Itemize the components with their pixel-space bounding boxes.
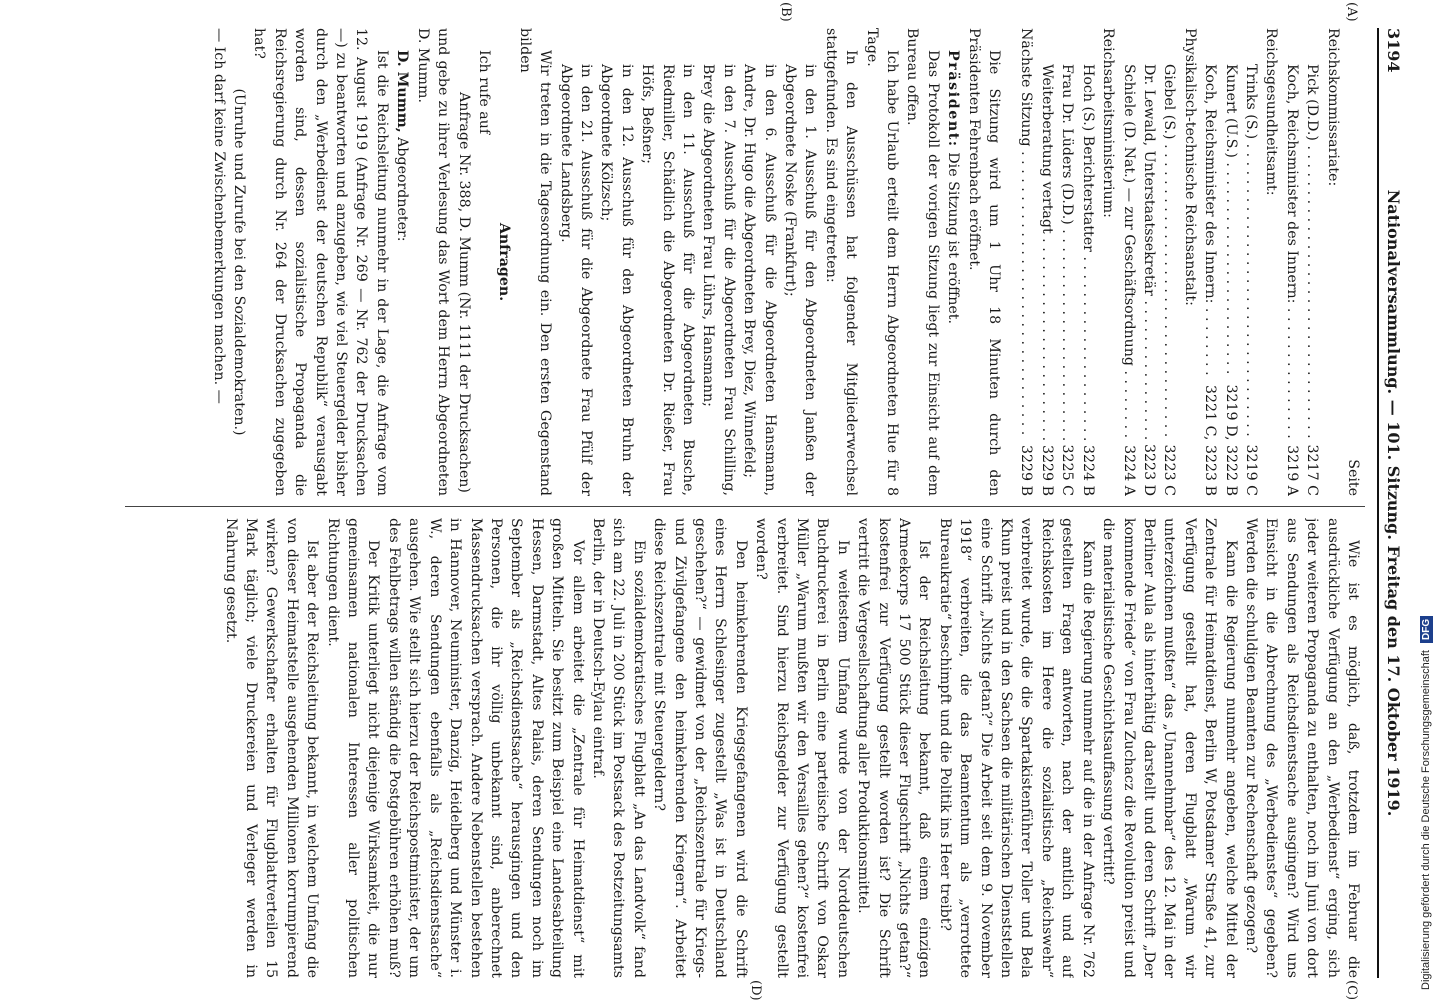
paragraph: Die Sitzung wird um 1 Uhr 18 Minuten durch den Präsidenten Fehrenbach eröffnet. [965, 28, 1003, 496]
toc-entry: Kunert (U.S.) . . . 3219 D, 3222 B [1220, 28, 1240, 496]
paragraph: Ein sozialdemokratisches Flugblatt „An das Landvolk“ fand sich am 22. Juli in 200 Stück im Postsack des Postzeitungsamts Berlin, der in Deutsch-Eylau eintraf. [589, 518, 647, 978]
digitization-note: Digitalisierung gefördert durch die Deutsche Forschungsgemeinschaft [1420, 650, 1432, 990]
speaker-line: D. Mumm, Abgeordneter: [394, 50, 411, 242]
paragraph: In den Ausschüssen hat folgender Mitgliederwechsel stattgefunden. Es sind eingetreten: [822, 28, 860, 496]
paragraph: und gebe zu ihrer Verlesung das Wort dem Herrn Abgeordneten D. Mumm. [414, 28, 452, 496]
page-title: Nationalversammlung. — 101. Sitzung. Freitag den 17. Oktober 1919. [1384, 189, 1403, 817]
paragraph: In weitestem Umfang wurde von der Norddeutschen Buchdruckerei in Berlin eine parteiische Schrift von Oskar Müller „Warum mußten wir den Versailles gehen?“ kostenfrei verbreitet. Sind hierzu Reichsgelder zur Verfügung gestellt worden? [753, 518, 851, 978]
paragraph: Ich habe Urlaub erteilt dem Herrn Abgeordneten Hue für 8 Tage. [863, 28, 901, 496]
margin-mark-d: (D) [748, 980, 763, 1001]
committee-change: in den 21. Ausschuß für die Abgeordnete Frau Pfülf der Abgeordnete Landsberg. [557, 64, 594, 496]
toc-entry: Koch, Reichsminister des Innern: . . . 3219 A [1281, 28, 1301, 496]
toc-entry: Koch, Reichsminister des Innern: . . . 3221 C, 3223 B [1200, 28, 1220, 496]
document-page [95, 2, 1405, 1001]
paragraph: Kann die Regierung nunmehr auf die in der Anfrage Nr. 762 gestellten Fragen antworten, nach der amtlich und auf Reichskosten im Heere die sozialistische „Reichswehr“ verbreitet wurde, die die Spartakistenführer Toller und Bela Khun preist und in den Sachsen die militärischen Dienststellen eine Schrift „Nichts getan?“ Die Arbeit seit dem 9. November 1918“ verbreiten, die das Beamtentum als „verrottete Bureaukratie“ beschimpft und die Politik ins Heer treibt? [936, 518, 1096, 978]
toc-entry: Giebel (S.) . . . 3223 C [1159, 28, 1179, 496]
toc-section-reichsarbeitsministerium: Reichsarbeitsministerium: [1100, 28, 1117, 218]
paragraph: Ist der Reichsleitung bekannt, daß einem einzigen Armeekorps 17 500 Stück dieser Flugschrift „Nichts getan?“ kostenfrei zur Verfügung gestellt worden ist? Die Schrift vertritt die Vergesellschaftung aller Produktionsmittel. [855, 518, 933, 978]
toc-seite-label: Seite [1345, 459, 1361, 496]
paragraph: Vor allem arbeitet die „Zentrale für Heimatdienst“ mit großen Mitteln. Sie besitzt zum Beispiel eine Landesabteilung Hessen, Darmstadt, Altes Palais, deren Sendungen noch im September als „Reichsdienstsache“ herausgingen und den Personen, die ihr völlig unbekannt sind, anberechnet Massendrucksachen versprach. Andere Nebenstellen bestehen in Hannover, Neuminister, Danzig, Heidelberg und Münster i. W., deren Sendungen ebenfalls als „Reichsdienstsache“ ausgehen. Wie stellt sich hierzu der Reichspostminister, der um des Fehlbetrags willen ständig die Postgebühren erhöhen muß? [385, 518, 586, 978]
paragraph: Wie ist es möglich, daß, trotzdem im Februar die ausdrückliche Verfügung an den „Werbedienst“ erging, sich jeder weiteren Propaganda zu enthalten, noch im Juni von dort aus Sendungen als Reichsdienstsache ausgingen? Wird uns Einsicht in die Abrechnung des „Werbedienstes“ gegeben? Werden die schuldigen Beamten zur Rechenschaft gezogen? [1242, 518, 1361, 978]
margin-mark-b: (B) [778, 2, 793, 22]
paragraph: Anfrage Nr. 388, D. Mumm (Nr. 1111 der Drucksachen) [455, 92, 472, 493]
paragraph: Ist die Reichsleitung nunmehr in der Lage, die Anfrage vom 12. August 1919 (Anfrage Nr. 269 — Nr. 762 der Drucksachen —) zu beantworten und anzugeben, wie viel Steuergelder bisher durch den „Werbedienst der deutschen Republik“ verausgabt worden sind, dessen sozialistische Propaganda die Reichsregierung durch Nr. 264 der Drucksachen zugegeben hat? [251, 28, 390, 496]
right-column [103, 518, 1363, 978]
paragraph: Das Protokoll der vorigen Sitzung liegt zur Einsicht auf dem Bureau offen. [904, 28, 941, 496]
toc-entry: Dr. Lewald, Unterstaatssekretär . . . 3223 D [1139, 28, 1159, 496]
committee-change: in den 1. Ausschuß für den Abgeordneten Janßen der Abgeordnete Noske (Frankfurt); [782, 64, 819, 496]
committee-change: in den 12. Ausschuß für den Abgeordneten Bruhn der Abgeordnete Kölzsch; [598, 64, 635, 496]
toc-entry: Nächste Sitzung . . . 3229 B [1016, 28, 1036, 496]
paragraph: Präsident: Die Sitzung ist eröffnet. [945, 50, 962, 324]
committee-change: in den 11. Ausschuß für die Abgeordneten Busche, Riedmiller, Schädlich die Abgeordneten Dr. Rießer, Frau Höfs, Beßner; [639, 64, 696, 496]
toc-section-reichskommissariate: Reichskommissariate: [1324, 28, 1341, 187]
toc-entry: Frau Dr. Lüders (D.D.) . . . 3225 C [1057, 28, 1077, 496]
toc-section-physikalisch: Physikalisch-technische Reichsanstalt: [1181, 28, 1198, 306]
column-rule [125, 506, 1365, 507]
toc-section-reichsgesundheitsamt: Reichsgesundheitsamt: [1263, 28, 1280, 196]
committee-change: in den 7. Ausschuß für die Abgeordneten Frau Schilling, Brey die Abgeordneten Frau Lührs, Hansmann; [700, 64, 737, 496]
dfg-logo: DFG [1420, 616, 1433, 643]
digitization-strip [1418, 10, 1434, 990]
toc-entry: Trinks (S.) . . . 3219 C [1241, 28, 1261, 496]
margin-mark-a: (A) [1344, 2, 1359, 22]
paragraph: Der Kritik unterliegt nicht diejenige Wirksamkeit, die nur gemeinsamen nationalen Interessen aller politischen Richtungen dient. [324, 518, 382, 978]
left-column [103, 28, 1363, 496]
section-heading-anfragen: Anfragen. [496, 222, 513, 302]
toc-entry: Pick (D.D.) . . . 3217 C [1302, 28, 1322, 496]
paragraph: Wir treten in die Tagesordnung ein. Den ersten Gegenstand bilden [516, 28, 554, 496]
page-header [1377, 28, 1405, 978]
page-number: 3194 [1384, 28, 1403, 73]
toc-entry: Schiele (D. Nat.) — zur Geschäftsordnung . . . 3224 A [1118, 28, 1138, 496]
toc-entry: Hoch (S.) Berichterstatter . . . 3224 B [1077, 28, 1097, 496]
paragraph: Kann die Regierung nunmehr angeben, welche Mittel der Zentrale für Heimatdienst, Berlin W, Potsdamer Straße 41, zur Verfügung gestellt hat, deren Flugblatt „Warum wir unterzeichnen mußten“ das „Unannehmbar“ des 12. Mai in der Berliner Aula als hinterhältig darstellt und deren Schrift „Der kommende Friede“ von Frau Zuchacz die Revolution preist und die materialistische Geschichtsauffassung vertritt? [1100, 518, 1239, 978]
margin-mark-c: (C) [1344, 980, 1359, 1001]
paragraph: — Ich darf keine Zwischenbemerkungen machen. — [210, 28, 227, 404]
committee-change: in den 6. Ausschuß für die Abgeordneten Hansmann, Andre, Dr. Hugo die Abgeordneten Brey, Diez, Winnefeld; [741, 64, 778, 496]
interjection: (Unruhe und Zurufe bei den Sozialdemokraten.) [231, 88, 248, 436]
paragraph: Ist aber der Reichsleitung bekannt, in welchem Umfang die von dieser Heimatstelle ausgehenden Millionen korrumpierend wirken? Gewerkschafter erhalten für Flugblattverteilen 15 Mark täglich; viele Druckereien und Verleger werden in Nahrung gesetzt. [222, 518, 321, 978]
toc-entry: Weiterberatung vertagt . . . 3229 B [1037, 28, 1057, 496]
paragraph: Ich rufe auf [475, 50, 492, 135]
paragraph: Den heimkehrenden Kriegsgefangenen wird die Schrift eines Herrn Schlesinger zugestellt „Was ist in Deutschland geschehen?“ — gewidmet von der „Reichszentrale für Kriegs- und Zivilgefangene den heimkehrenden Kriegern“. Arbeitet diese Reichszentrale mit Steuergeldern? [651, 518, 749, 978]
